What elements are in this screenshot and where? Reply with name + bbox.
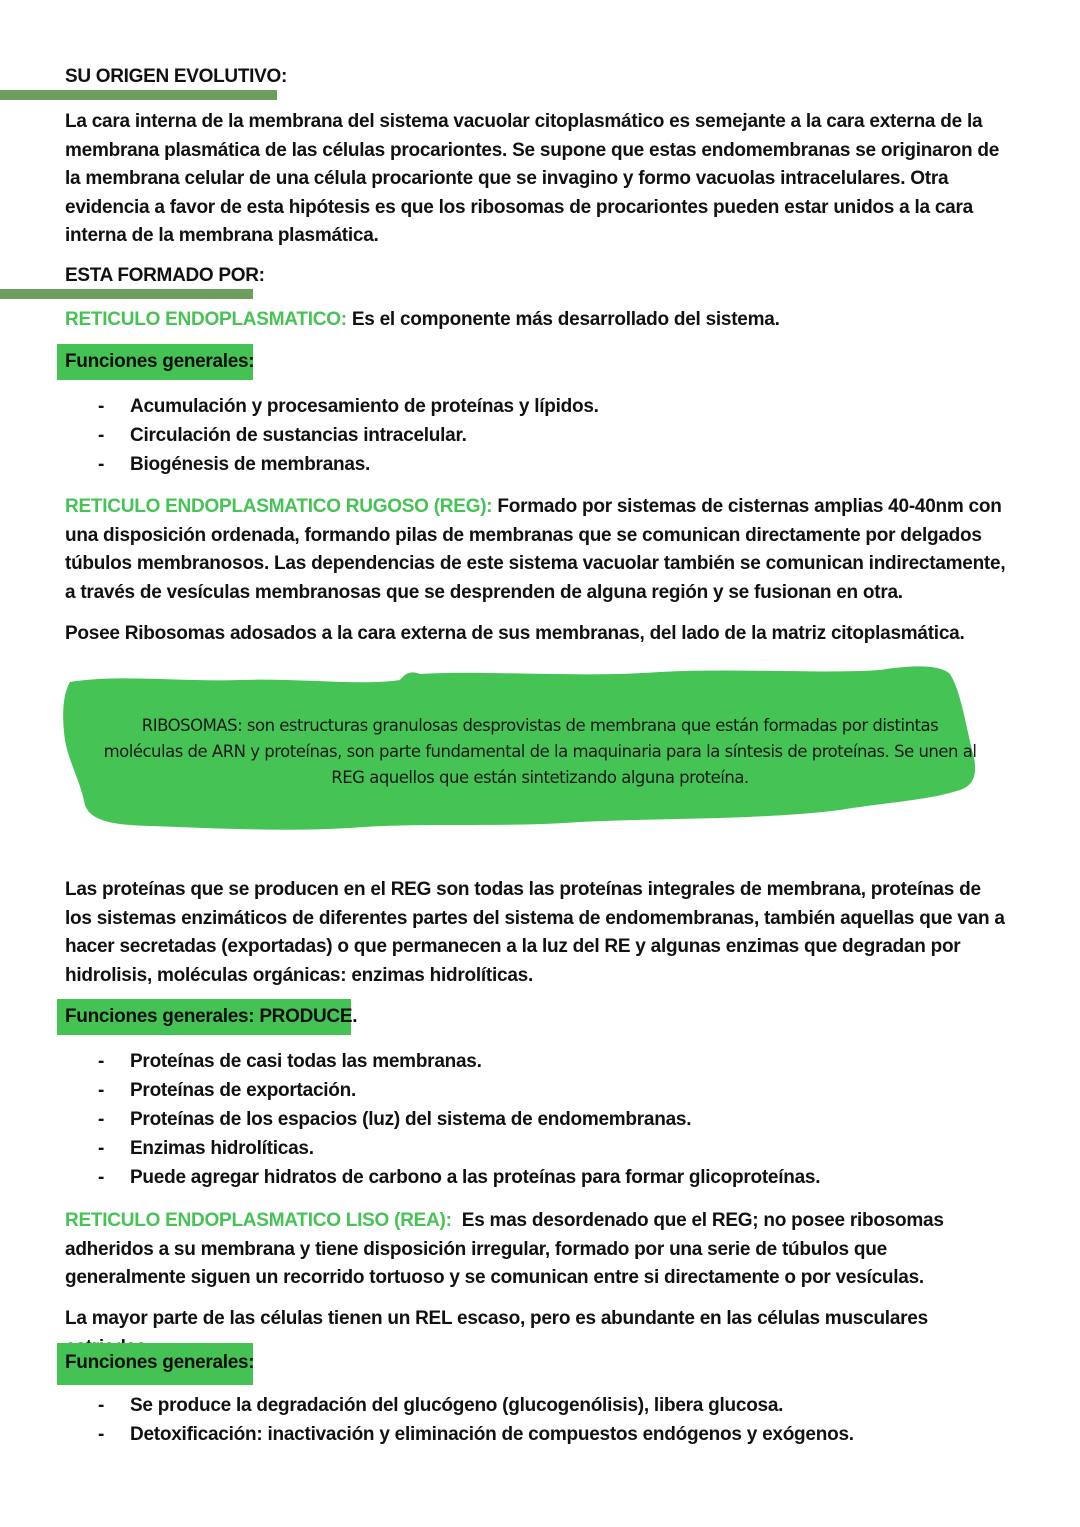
funciones-list-rea [98,1391,998,1449]
paragraph-ribosomas: Posee Ribosomas adosados a la cara externa de sus membranas, del lado de la matriz citoplasmática. [65,623,965,644]
paragraph-rel: La mayor parte de las células tienen un REL escaso, pero es abundante en las células musculares [65,1308,928,1329]
heading-formado: ESTA FORMADO POR: [65,265,265,286]
funciones-label-rea: Funciones generales: [57,1343,253,1385]
list-item: - Puede agregar hidratos de carbono a las proteínas para formar glicoproteínas. [98,1167,821,1188]
heading-underline-bar [0,289,253,299]
list-item: - Proteínas de casi todas las membranas. [98,1051,482,1072]
paragraph-origen: La cara interna de la membrana del sistema vacuolar citoplasmático es semejante a la cara externa de la membrana plasmática de las células procariontes. Se supone que estas endomembranas se originaron de la membrana celular de una célula procarionte que se invagino y formo vacuolas intracelulares. Otra evidencia a favor de esta hipótesis es que los ribosomas de procariontes pueden estar unidos a la cara interna de la membrana plasmática. [65,111,1000,246]
list-item: - Se produce la degradación del glucógeno (glucogenólisis), libera glucosa. [98,1395,784,1416]
rea-title: RETICULO ENDOPLASMATICO LISO (REA): [65,1210,452,1231]
list-item: - Proteínas de los espacios (luz) del sistema de endomembranas. [98,1109,692,1130]
list-item: - Detoxificación: inactivación y eliminación de compuestos endógenos y exógenos. [98,1424,854,1445]
paragraph-re [65,306,1010,335]
heading-underline-bar [0,90,277,100]
list-item: - Proteínas de exportación. [98,1080,357,1101]
list-item: - Enzimas hidrolíticas. [98,1138,314,1159]
funciones-label-re: Funciones generales: [57,344,253,380]
paragraph-proteinas: Las proteínas que se producen en el REG son todas las proteínas integrales de membrana, proteínas de los sistemas enzimáticos de diferentes partes del sistema de endomembranas, también aquellas que van a hacer secretadas (exportadas) o que permanecen a la luz del RE y algunas enzimas que degradan por hidrolisis, moléculas orgánicas: enzimas hidrolíticas. [65,879,1005,986]
paragraph-reg [65,493,1010,607]
funciones-list-reg [98,1047,998,1192]
paragraph-rea [65,1207,1010,1293]
ribosomas-note: RIBOSOMAS: son estructuras granulosas desprovistas de membrana que están formadas por distintas moléculas de ARN y proteínas, son parte fundamental de la maquinaria para la síntesis de proteínas. Se unen al REG aquellos que están sintetizando alguna proteína. [103,716,977,787]
reg-text: Formado por sistemas de cisternas amplias 40-40nm con una disposición ordenada, formando pilas de membranas que se comunican directamente por delgados túbulos membranosos. Las dependencias de este sistema vacuolar también se comunican indirectamente, a través de vesículas membranosas que se desprenden de alguna región y se fusionan en otra. [65,496,1006,603]
rea-text: Es mas desordenado que el REG; no posee ribosomas adheridos a su membrana y tiene disposición irregular, formado por una serie de túbulos que generalmente siguen un recorrido tortuoso y se comunican entre si directamente o por vesículas. [65,1210,949,1288]
funciones-label-reg: Funciones generales: PRODUCE. [57,999,351,1035]
list-item: - Biogénesis de membranas. [98,454,371,475]
list-item: - Circulación de sustancias intracelular. [98,425,467,446]
list-item: - Acumulación y procesamiento de proteínas y lípidos. [98,396,599,417]
funciones-list-re [98,392,998,479]
re-text: Es el componente más desarrollado del sistema. [346,309,780,330]
heading-origen: SU ORIGEN EVOLUTIVO: [65,66,288,87]
re-title: RETICULO ENDOPLASMATICO: [65,309,347,330]
reg-title: RETICULO ENDOPLASMATICO RUGOSO (REG): [65,496,493,517]
